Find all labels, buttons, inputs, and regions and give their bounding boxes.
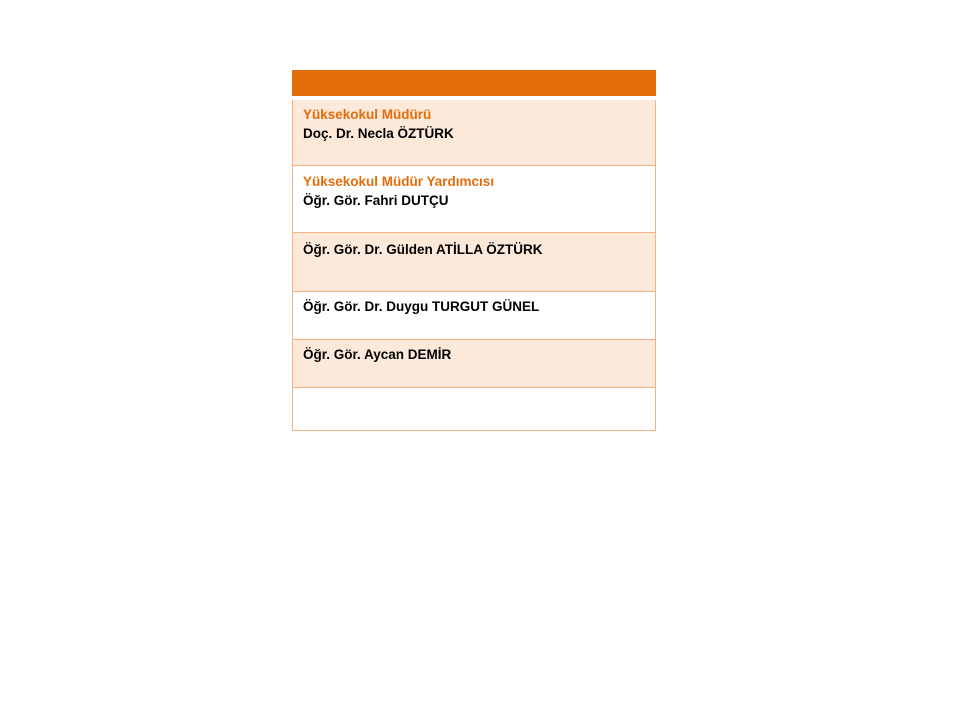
table-row-empty (292, 388, 656, 431)
person-name: Öğr. Gör. Aycan DEMİR (303, 347, 452, 362)
person-name-director: Doç. Dr. Necla ÖZTÜRK (303, 126, 454, 141)
person-name: Öğr. Gör. Dr. Duygu TURGUT GÜNEL (303, 299, 540, 314)
person-name: Öğr. Gör. Dr. Gülden ATİLLA ÖZTÜRK (303, 242, 543, 257)
table-row (292, 233, 656, 292)
person-name-vice-director: Öğr. Gör. Fahri DUTÇU (303, 193, 449, 208)
role-label-director: Yüksekokul Müdürü (303, 107, 432, 122)
table-header-bar (292, 70, 656, 100)
staff-table (292, 70, 656, 431)
table-row-vice-director (292, 166, 656, 233)
table-row (292, 292, 656, 340)
role-label-vice-director: Yüksekokul Müdür Yardımcısı (303, 174, 495, 189)
table-row-director (292, 100, 656, 166)
table-row (292, 340, 656, 388)
